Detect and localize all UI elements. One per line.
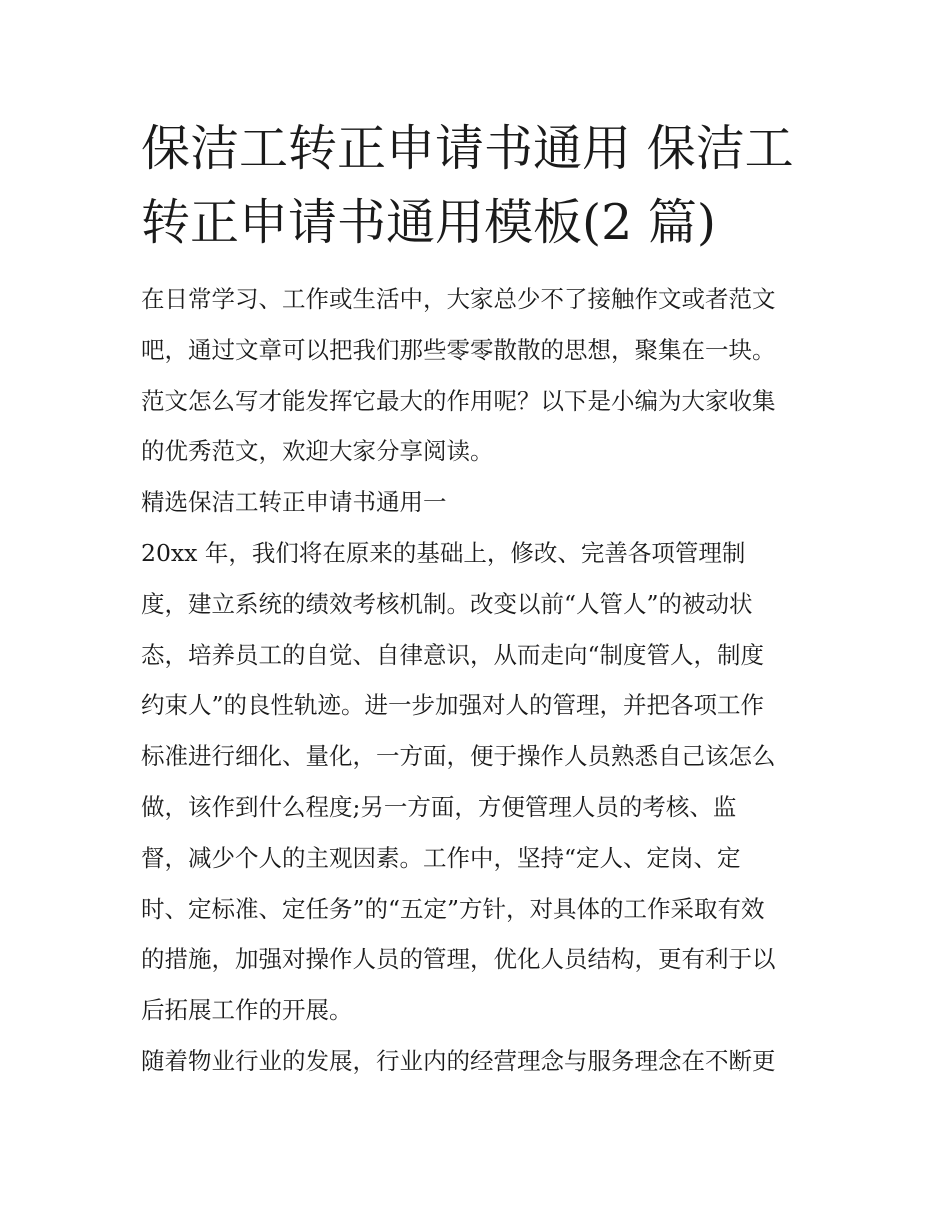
text-line: 随着物业行业的发展，行业内的经营理念与服务理念在不断更 bbox=[141, 1046, 776, 1075]
body-paragraph-1 bbox=[141, 528, 813, 1036]
title-line: 保洁工转正申请书通用 保洁工 bbox=[141, 120, 794, 177]
title-line: 转正申请书通用模板(2 篇) bbox=[141, 194, 716, 251]
text-line: 时、定标准、定任务”的“五定”方针，对具体的工作采取有效 bbox=[141, 894, 765, 923]
text-line: 度，建立系统的绩效考核机制。改变以前“人管人”的被动状 bbox=[141, 589, 753, 618]
document-title bbox=[141, 112, 813, 260]
text-line: 态，培养员工的自觉、自律意识，从而走向“制度管人，制度 bbox=[141, 640, 765, 669]
intro-paragraph bbox=[141, 274, 813, 477]
text-line: 范文怎么写才能发挥它最大的作用呢？以下是小编为大家收集 bbox=[141, 386, 776, 415]
text-line: 后拓展工作的开展。 bbox=[141, 996, 353, 1025]
text-line: 的优秀范文，欢迎大家分享阅读。 bbox=[141, 437, 494, 466]
text-line: 约束人”的良性轨迹。进一步加强对人的管理，并把各项工作 bbox=[141, 691, 765, 720]
text-line: 20xx 年，我们将在原来的基础上，修改、完善各项管理制 bbox=[141, 538, 746, 567]
text-line: 督，减少个人的主观因素。工作中，坚持“定人、定岗、定 bbox=[141, 843, 741, 872]
text-line: 吧，通过文章可以把我们那些零零散散的思想，聚集在一块。 bbox=[141, 335, 776, 364]
section-heading: 精选保洁工转正申请书通用一 bbox=[141, 488, 447, 517]
text-line: 在日常学习、工作或生活中，大家总少不了接触作文或者范文 bbox=[141, 285, 776, 313]
text-line: 的措施，加强对操作人员的管理，优化人员结构，更有利于以 bbox=[141, 945, 776, 974]
text-line: 做，该作到什么程度;另一方面，方便管理人员的考核、监 bbox=[141, 792, 737, 821]
document-page bbox=[141, 112, 813, 1087]
text-line: 标准进行细化、量化，一方面，便于操作人员熟悉自己该怎么 bbox=[141, 742, 776, 771]
body-paragraph-2 bbox=[141, 1036, 813, 1087]
